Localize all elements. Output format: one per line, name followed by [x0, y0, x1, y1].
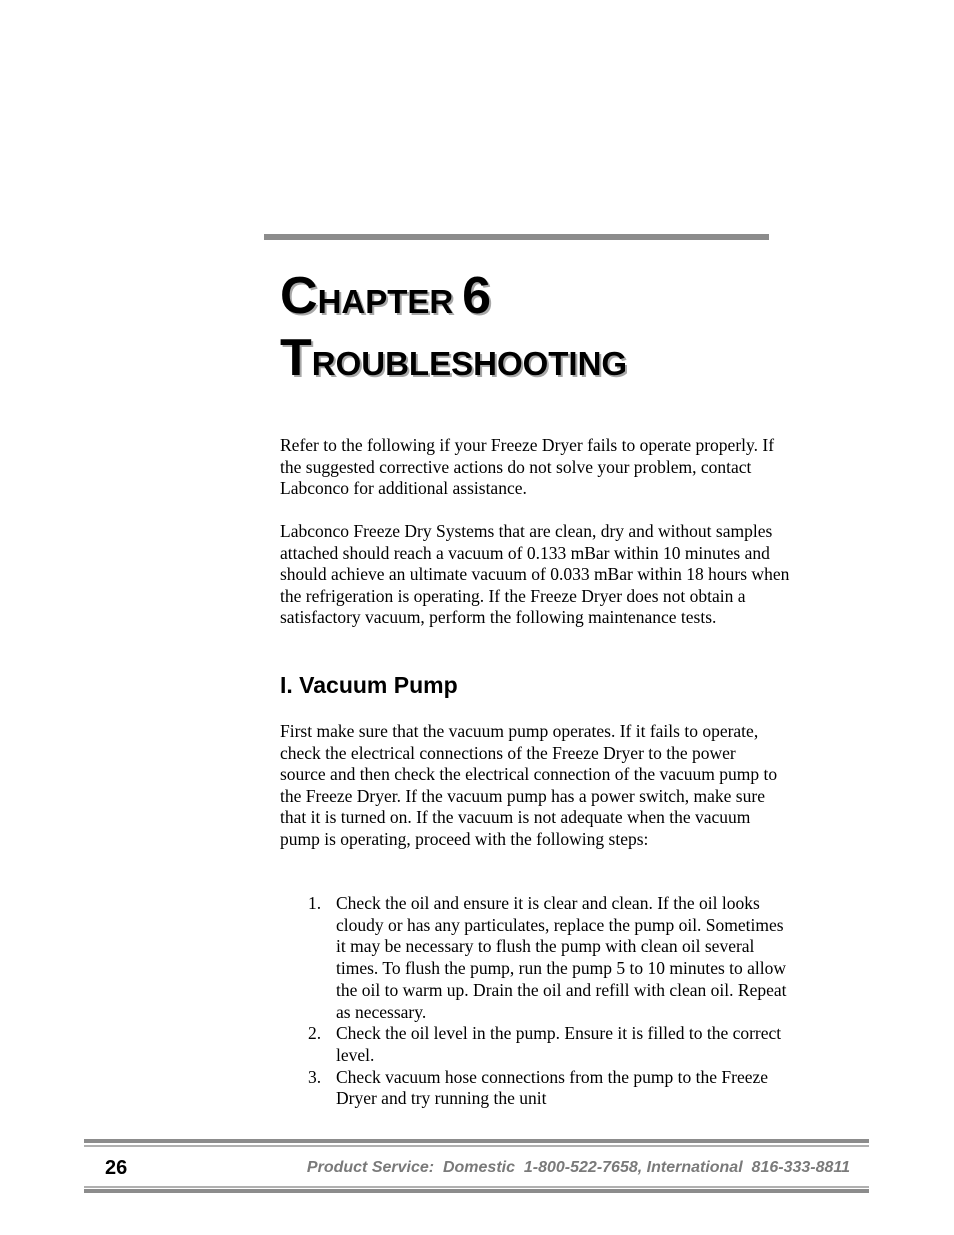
- intro-paragraph: Refer to the following if your Freeze Dryer fails to operate properly. If the suggested corrective actions do not solve your problem, contact Labconco for additional assistance.: [280, 435, 775, 498]
- chapter-top-rule: [264, 234, 769, 240]
- chapter-number-line: [280, 267, 627, 332]
- list-item: [308, 893, 788, 1023]
- footer-rule-bottom: [84, 1189, 869, 1193]
- section-heading: I. Vacuum Pump: [280, 672, 458, 698]
- list-item-number: 2.: [308, 1023, 322, 1044]
- list-item: [308, 1023, 788, 1066]
- list-item-number: 1.: [308, 893, 322, 913]
- footer-rule-top-thin: [84, 1145, 869, 1147]
- list-item: [308, 1067, 788, 1110]
- chapter-name-line: [280, 329, 628, 394]
- section-intro-paragraph: First make sure that the vacuum pump operates. If it fails to operate, check the electrical connections of the Freeze Dryer to the power source and then check the electrical connection of the vacuum pump to the Freeze Dryer. If the vacuum pump has a power switch, make sure that it is turned on. If the vacuum is not adequate when the vacuum pump is operating, proceed with the following steps:: [280, 721, 778, 849]
- chapter-initial: C: [280, 267, 318, 325]
- page-number: 26: [105, 1157, 128, 1179]
- chapter-name-initial: T: [280, 329, 312, 387]
- footer-rule-top: [84, 1139, 869, 1143]
- chapter-number: 6: [462, 267, 492, 325]
- chapter-word: HAPTER: [317, 283, 454, 320]
- list-item-text: Check the oil level in the pump. Ensure it is filled to the correct level.: [336, 1023, 782, 1065]
- chapter-name: ROUBLESHOOTING: [311, 345, 628, 382]
- footer-rule-bottom-thin: [84, 1186, 869, 1188]
- list-item-text: Check vacuum hose connections from the pump to the Freeze Dryer and try running the unit: [336, 1066, 769, 1109]
- steps-list: [308, 893, 788, 1110]
- list-item-text: Check the oil and ensure it is clear and clean. If the oil looks cloudy or has any particulates, replace the pump oil. Sometimes it may be necessary to flush the pump with clean oil several times. To flush the pump, run the pump 5 to 10 minutes to allow the oil to warm up. Drain the oil and refill with clean oil. Repeat as necessary.: [336, 893, 787, 1022]
- chapter-title: [280, 267, 628, 394]
- vacuum-spec-paragraph: Labconco Freeze Dry Systems that are clean, dry and without samples attached should reach a vacuum of 0.133 mBar within 10 minutes and should achieve an ultimate vacuum of 0.033 mBar within 18 hours when the refrigeration is operating. If the Freeze Dryer does not obtain a satisfactory vacuum, perform the following maintenance tests.: [280, 521, 790, 627]
- footer-contact-text: Product Service: Domestic 1-800-522-7658, International 816-333-8811: [306, 1159, 850, 1176]
- list-item-number: 3.: [308, 1066, 322, 1087]
